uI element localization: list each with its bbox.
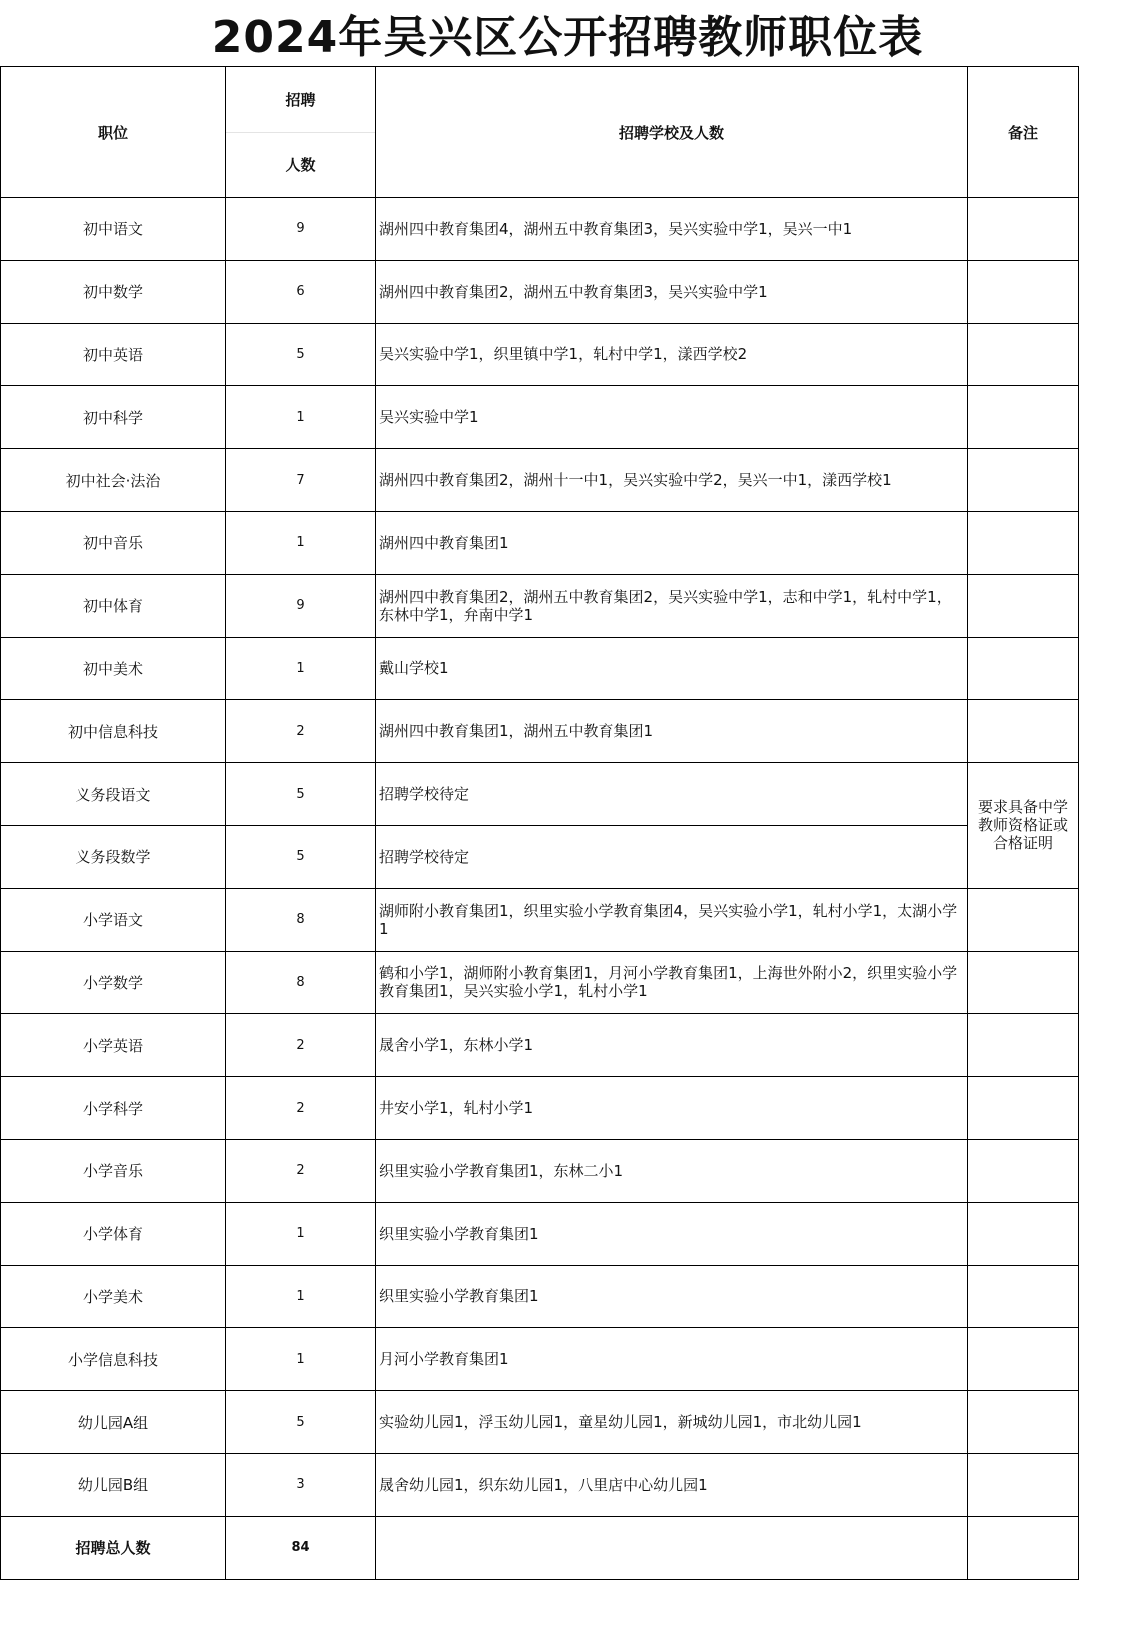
header-count-line1: 招聘: [226, 67, 375, 133]
schools-cell: 织里实验小学教育集团1: [376, 1265, 968, 1328]
count-cell: 3: [226, 1453, 376, 1516]
schools-cell: 湖州四中教育集团2，湖州五中教育集团3，吴兴实验中学1: [376, 260, 968, 323]
table-row: [1, 1139, 1079, 1202]
table-row: [1, 1265, 1079, 1328]
schools-cell: 晟舍小学1，东林小学1: [376, 1014, 968, 1077]
table-row: [1, 1077, 1079, 1140]
table-row: [1, 951, 1079, 1014]
count-cell: 2: [226, 700, 376, 763]
schools-cell: 戴山学校1: [376, 637, 968, 700]
schools-cell: 吴兴实验中学1，织里镇中学1，轧村中学1，漾西学校2: [376, 323, 968, 386]
count-cell: 9: [226, 198, 376, 261]
table-row: [1, 1328, 1079, 1391]
table-row: [1, 323, 1079, 386]
positions-table: [0, 66, 1079, 1580]
table-row: [1, 386, 1079, 449]
header-schools: 招聘学校及人数: [376, 67, 968, 198]
schools-cell: 招聘学校待定: [376, 763, 968, 826]
remark-cell-merged: 要求具备中学教师资格证或合格证明: [968, 763, 1079, 889]
header-count: [226, 67, 376, 198]
remark-cell: [968, 951, 1079, 1014]
count-cell: 1: [226, 1328, 376, 1391]
position-cell: 幼儿园A组: [1, 1391, 226, 1454]
remark-cell: [968, 511, 1079, 574]
remark-cell: [968, 260, 1079, 323]
position-cell: 初中信息科技: [1, 700, 226, 763]
schools-cell: 晟舍幼儿园1，织东幼儿园1，八里店中心幼儿园1: [376, 1453, 968, 1516]
position-cell: 小学科学: [1, 1077, 226, 1140]
position-cell: 幼儿园B组: [1, 1453, 226, 1516]
count-cell: 7: [226, 449, 376, 512]
table-header-row: [1, 67, 1079, 198]
count-cell: 1: [226, 386, 376, 449]
position-cell: 小学信息科技: [1, 1328, 226, 1391]
position-cell: 义务段语文: [1, 763, 226, 826]
position-cell: 小学英语: [1, 1014, 226, 1077]
schools-cell: 湖州四中教育集团1: [376, 511, 968, 574]
remark-cell: [968, 1077, 1079, 1140]
remark-cell: [968, 1265, 1079, 1328]
table-row: [1, 1014, 1079, 1077]
position-cell: 小学美术: [1, 1265, 226, 1328]
count-cell: 2: [226, 1139, 376, 1202]
remark-cell: [968, 1328, 1079, 1391]
table-row: [1, 763, 1079, 826]
total-remark: [968, 1516, 1079, 1579]
count-cell: 5: [226, 825, 376, 888]
schools-cell: 织里实验小学教育集团1: [376, 1202, 968, 1265]
schools-cell: 井安小学1，轧村小学1: [376, 1077, 968, 1140]
remark-cell: [968, 323, 1079, 386]
header-position: 职位: [1, 67, 226, 198]
count-cell: 9: [226, 574, 376, 637]
position-cell: 小学数学: [1, 951, 226, 1014]
header-count-line2: 人数: [285, 156, 316, 175]
page-title: 2024年吴兴区公开招聘教师职位表: [211, 12, 924, 63]
table-row: [1, 449, 1079, 512]
total-count: 84: [226, 1516, 376, 1579]
table-row: [1, 574, 1079, 637]
count-cell: 1: [226, 637, 376, 700]
position-cell: 初中数学: [1, 260, 226, 323]
table-row: [1, 825, 1079, 888]
table-row: [1, 888, 1079, 951]
count-cell: 2: [226, 1014, 376, 1077]
position-cell: 小学体育: [1, 1202, 226, 1265]
schools-cell: 湖州四中教育集团4，湖州五中教育集团3，吴兴实验中学1，吴兴一中1: [376, 198, 968, 261]
table-row: [1, 1391, 1079, 1454]
remark-cell: [968, 198, 1079, 261]
schools-cell: 湖师附小教育集团1，织里实验小学教育集团4，吴兴实验小学1，轧村小学1，太湖小学1: [376, 888, 968, 951]
remark-cell: [968, 449, 1079, 512]
position-cell: 初中社会·法治: [1, 449, 226, 512]
remark-cell: [968, 1391, 1079, 1454]
total-schools: [376, 1516, 968, 1579]
remark-cell: [968, 1202, 1079, 1265]
total-row: [1, 1516, 1079, 1579]
remark-cell: [968, 1453, 1079, 1516]
count-cell: 1: [226, 1265, 376, 1328]
table-row: [1, 637, 1079, 700]
count-cell: 5: [226, 1391, 376, 1454]
position-cell: 初中音乐: [1, 511, 226, 574]
schools-cell: 湖州四中教育集团2，湖州十一中1，吴兴实验中学2，吴兴一中1，漾西学校1: [376, 449, 968, 512]
remark-cell: [968, 1014, 1079, 1077]
count-cell: 8: [226, 951, 376, 1014]
header-remark: 备注: [968, 67, 1079, 198]
table-row: [1, 198, 1079, 261]
schools-cell: 湖州四中教育集团1，湖州五中教育集团1: [376, 700, 968, 763]
count-cell: 1: [226, 511, 376, 574]
schools-cell: 招聘学校待定: [376, 825, 968, 888]
remark-cell: [968, 700, 1079, 763]
table-row: [1, 511, 1079, 574]
count-cell: 2: [226, 1077, 376, 1140]
schools-cell: 湖州四中教育集团2，湖州五中教育集团2，吴兴实验中学1，志和中学1，轧村中学1，东林中学1，弁南中学1: [376, 574, 968, 637]
remark-cell: [968, 888, 1079, 951]
position-cell: 初中语文: [1, 198, 226, 261]
position-cell: 初中体育: [1, 574, 226, 637]
position-cell: 初中英语: [1, 323, 226, 386]
count-cell: 5: [226, 763, 376, 826]
position-cell: 小学音乐: [1, 1139, 226, 1202]
remark-cell: [968, 637, 1079, 700]
schools-cell: 鹤和小学1，湖师附小教育集团1，月河小学教育集团1，上海世外附小2，织里实验小学教育集团1，吴兴实验小学1，轧村小学1: [376, 951, 968, 1014]
schools-cell: 月河小学教育集团1: [376, 1328, 968, 1391]
remark-cell: [968, 1139, 1079, 1202]
table-row: [1, 700, 1079, 763]
count-cell: 5: [226, 323, 376, 386]
total-label: 招聘总人数: [1, 1516, 226, 1579]
position-cell: 小学语文: [1, 888, 226, 951]
count-cell: 6: [226, 260, 376, 323]
table-row: [1, 1202, 1079, 1265]
schools-cell: 实验幼儿园1，浮玉幼儿园1，童星幼儿园1，新城幼儿园1，市北幼儿园1: [376, 1391, 968, 1454]
table-row: [1, 1453, 1079, 1516]
count-cell: 8: [226, 888, 376, 951]
position-cell: 初中美术: [1, 637, 226, 700]
table-row: [1, 260, 1079, 323]
position-cell: 义务段数学: [1, 825, 226, 888]
count-cell: 1: [226, 1202, 376, 1265]
schools-cell: 吴兴实验中学1: [376, 386, 968, 449]
remark-cell: [968, 574, 1079, 637]
position-cell: 初中科学: [1, 386, 226, 449]
schools-cell: 织里实验小学教育集团1，东林二小1: [376, 1139, 968, 1202]
remark-cell: [968, 386, 1079, 449]
